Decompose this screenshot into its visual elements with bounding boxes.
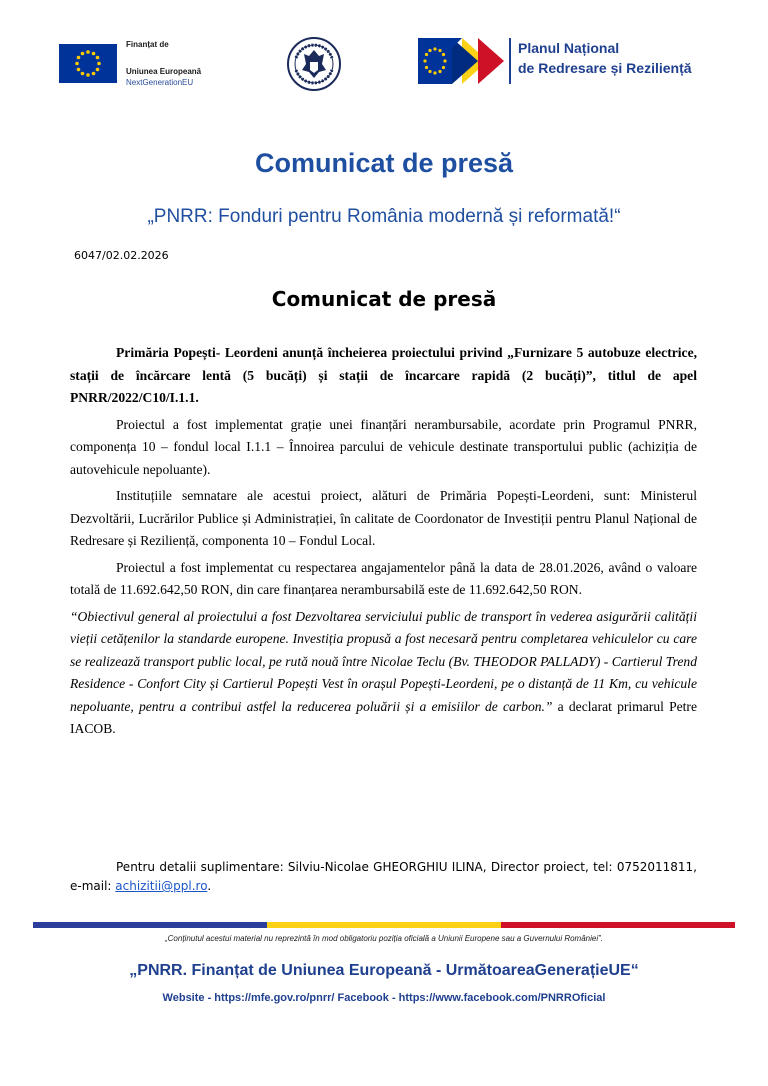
pnrr-title-line2: de Redresare și Reziliență [518,60,692,76]
contact-end: . [207,879,212,893]
contact-details [70,858,697,896]
tricolor-blue [33,922,267,928]
footer-disclaimer: „Conținutul acestui material nu reprezintă în mod obligatoriu poziția oficială a Uniunii Europene sau a Guvernului României”. [164,934,603,943]
footer-slogan: „PNRR. Finanțat de Uniunea Europeană - UrmătoareaGenerațieUE“ [129,962,639,979]
eu-flag-icon [59,44,117,83]
paragraph-announcement: Primăria Popești- Leordeni anunță încheierea proiectului privind „Furnizare 5 autobuze electrice, stații de încărcare lentă (5 bucăți) și stații de încarcare rapidă (2 bucăți)”, titlul de apel PNRR/2022/C10/I.1.1. [70,345,697,405]
contact-text: Pentru detalii suplimentare: Silviu-Nicolae GHEORGHIU ILINA, Director proiect, tel: 0752011811, e-mail: [70,860,697,893]
footer-links: Website - https://mfe.gov.ro/pnrr/ Facebook - https://www.facebook.com/PNRROficial [162,992,606,1004]
eu-funding-line1: Finanțat de [126,40,169,49]
eu-funding-line3: NextGenerationEU [126,78,194,87]
eu-funding-line2: Uniunea Europeană [126,67,202,76]
footer-tricolor-bar [33,922,735,928]
section-title: Comunicat de presă [271,287,497,311]
quote-attribution: a declarat primarul Petre IACOB. [70,698,697,736]
page-title: Comunicat de presă [254,148,514,178]
paragraph-institutions: Instituțiile semnatare ale acestui proiect, alături de Primăria Popești-Leordeni, sunt: Ministerul Dezvoltării, Lucrărilor Publice și Administrației, în calitate de Coordonator de Investiții pentru Planul Național de Redresare și Reziliență, componenta 10 – Fondul Local. [70,488,697,548]
document-reference-number: 6047/02.02.2026 [74,249,169,262]
paragraph-financing: Proiectul a fost implementat grație unei finanțări nerambursabile, acordate prin Programul PNRR, componența 10 – fondul local I.1.1 – Înnoirea parcului de vehicule destinate transportului public (achiziția de autovehicule nepoluante). [70,416,697,477]
pnrr-title-line1: Planul Național [518,40,620,56]
pnrr-divider [509,38,511,84]
contact-email-link[interactable]: achizitii@ppl.ro [115,879,208,893]
mayor-quote: “Obiectivul general al proiectului a fost Dezvoltarea serviciului public de transport în vederea asigurării calității vieții cetățenilor la standarde europene. Investiția propusă a fost necesară pentru completarea vehiculelor cu care se realizează transport public local, pe rută nouă între Nicolae Teclu (Bv. THEODOR PALLADY) - Cartierul Trend Residence - Confort City și Cartierul Popești Vest în orașul Popești-Leordeni, pe o distanță de 11 Km, cu vehicule nepoluante, pentru a contribui astfel la reducerea poluării și a emisiilor de carbon.” [70,608,697,714]
pnrr-logo-icon [418,38,504,84]
paragraph-quote [70,606,697,741]
tricolor-yellow [267,922,501,928]
tricolor-red [501,922,735,928]
guvernul-romaniei-seal-icon [286,36,342,92]
pnrr-title [518,38,692,78]
paragraph-value: Proiectul a fost implementat cu respectarea angajamentelor până la data de 28.01.2026, având o valoare totală de 11.692.642,50 RON, din care finanțarea nerambursabilă este de 11.692.642,50 RON. [70,559,697,597]
press-release-body [70,342,697,745]
pnrr-slogan: „PNRR: Fonduri pentru România modernă și reformată!“ [147,206,621,227]
